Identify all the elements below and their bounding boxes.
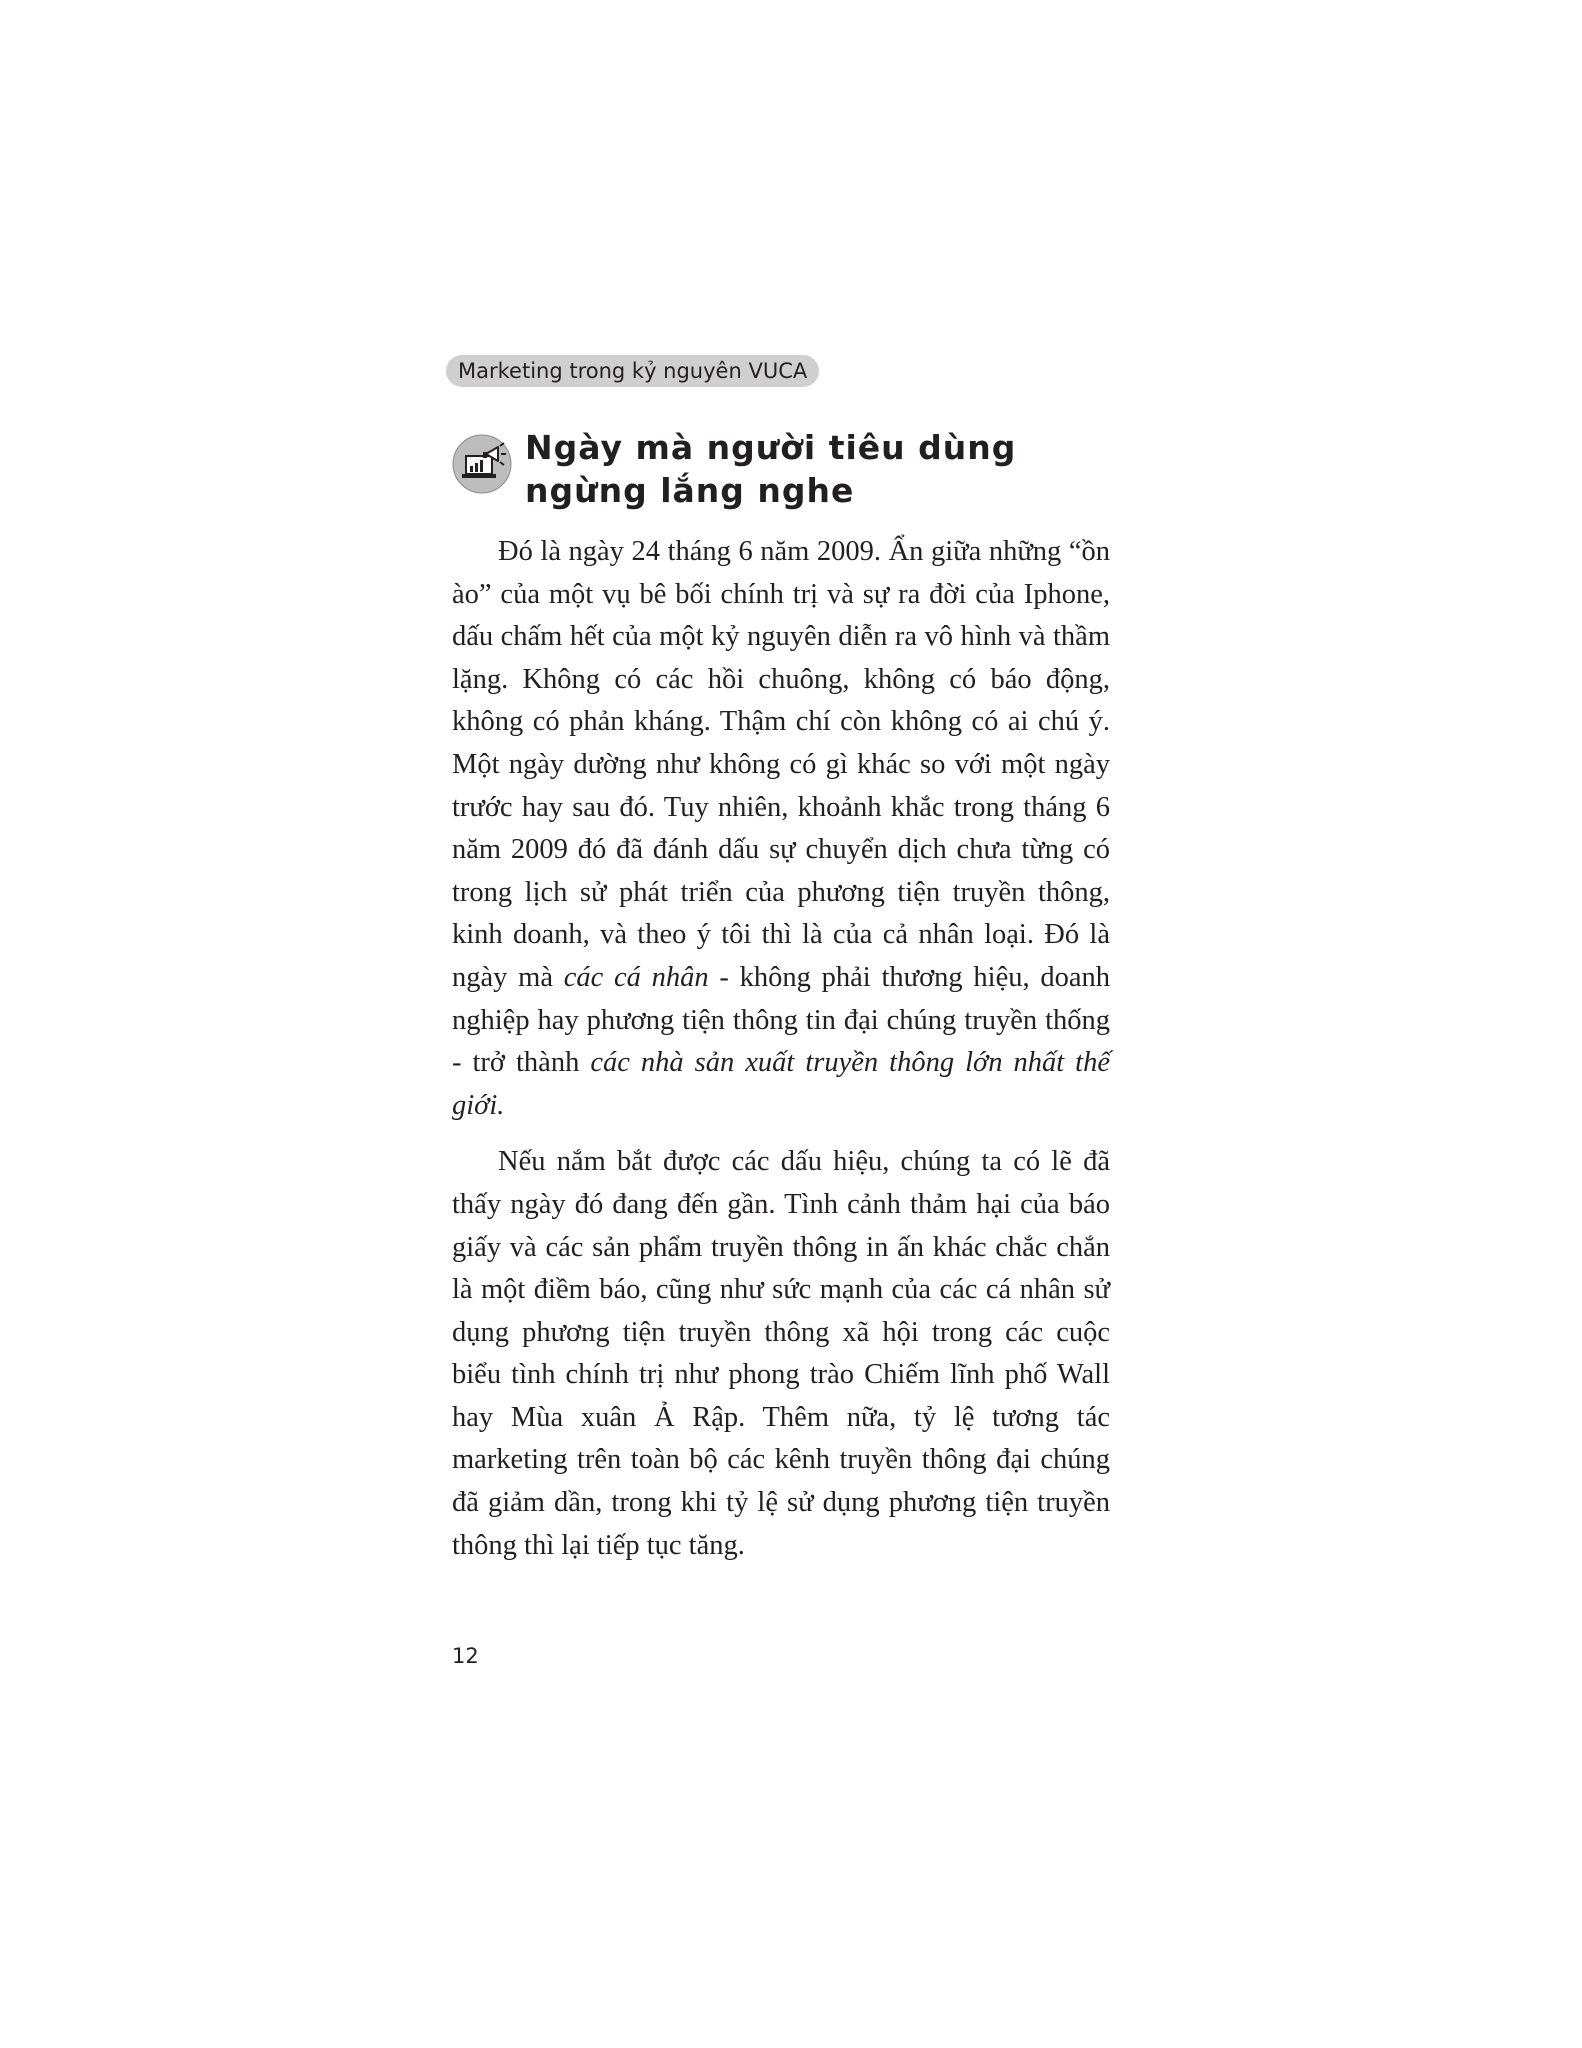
paragraph-1-emphasis-end: các nhà sản xuất truyền thông lớn nhất thế giới.: [452, 1047, 1110, 1121]
paragraph-2-text: Nếu nắm bắt được các dấu hiệu, chúng ta có lẽ đã thấy ngày đó đang đến gần. Tình cảnh thảm hại của báo giấy và các sản phẩm truyền thông in ấn khác chắc chắn là một điềm báo, cũng như sức mạnh của các cá nhân sử dụng phương tiện truyền thông xã hội trong các cuộc biểu tình chính trị như phong trào Chiếm lĩnh phố Wall hay Mùa xuân Ả Rập. Thêm nữa, tỷ lệ tương tác marketing trên toàn bộ các kênh truyền thông đại chúng đã giảm dần, trong khi tỷ lệ sử dụng phương tiện truyền thông thì lại tiếp tục tăng.: [452, 1146, 1110, 1561]
section-title: Ngày mà người tiêu dùng ngừng lắng nghe: [525, 428, 1017, 510]
megaphone-laptop-icon: [452, 434, 512, 494]
page-number: 12: [452, 1644, 479, 1668]
paragraph-1-text: Đó là ngày 24 tháng 6 năm 2009. Ẩn giữa những “ồn ào” của một vụ bê bối chính trị và sự ra đời của Iphone, dấu chấm hết của một kỷ nguyên diễn ra vô hình và thầm lặng. Không có các hồi chuông, không có báo động, không có phản kháng. Thậm chí còn không có ai chú ý. Một ngày dường như không có gì khác so với một ngày trước hay sau đó. Tuy nhiên, khoảnh khắc trong tháng 6 năm 2009 đó đã đánh dấu sự chuyển dịch chưa từng có trong lịch sử phát triển của phương tiện truyền thông, kinh doanh, và theo ý tôi thì là của cả nhân loại. Đó là ngày mà: [452, 536, 1110, 993]
body-text: [452, 531, 1110, 1581]
paragraph-2: [452, 1141, 1110, 1567]
paragraph-1-emphasis: các cá nhân: [563, 961, 709, 993]
paragraph-1-text-continued: - không phải thương hiệu, doanh nghiệp hay phương tiện thông tin đại chúng truyền thống - trở thành: [452, 961, 1110, 1079]
paragraph-1: [452, 531, 1110, 1127]
running-header: Marketing trong kỷ nguyên VUCA: [446, 355, 819, 387]
